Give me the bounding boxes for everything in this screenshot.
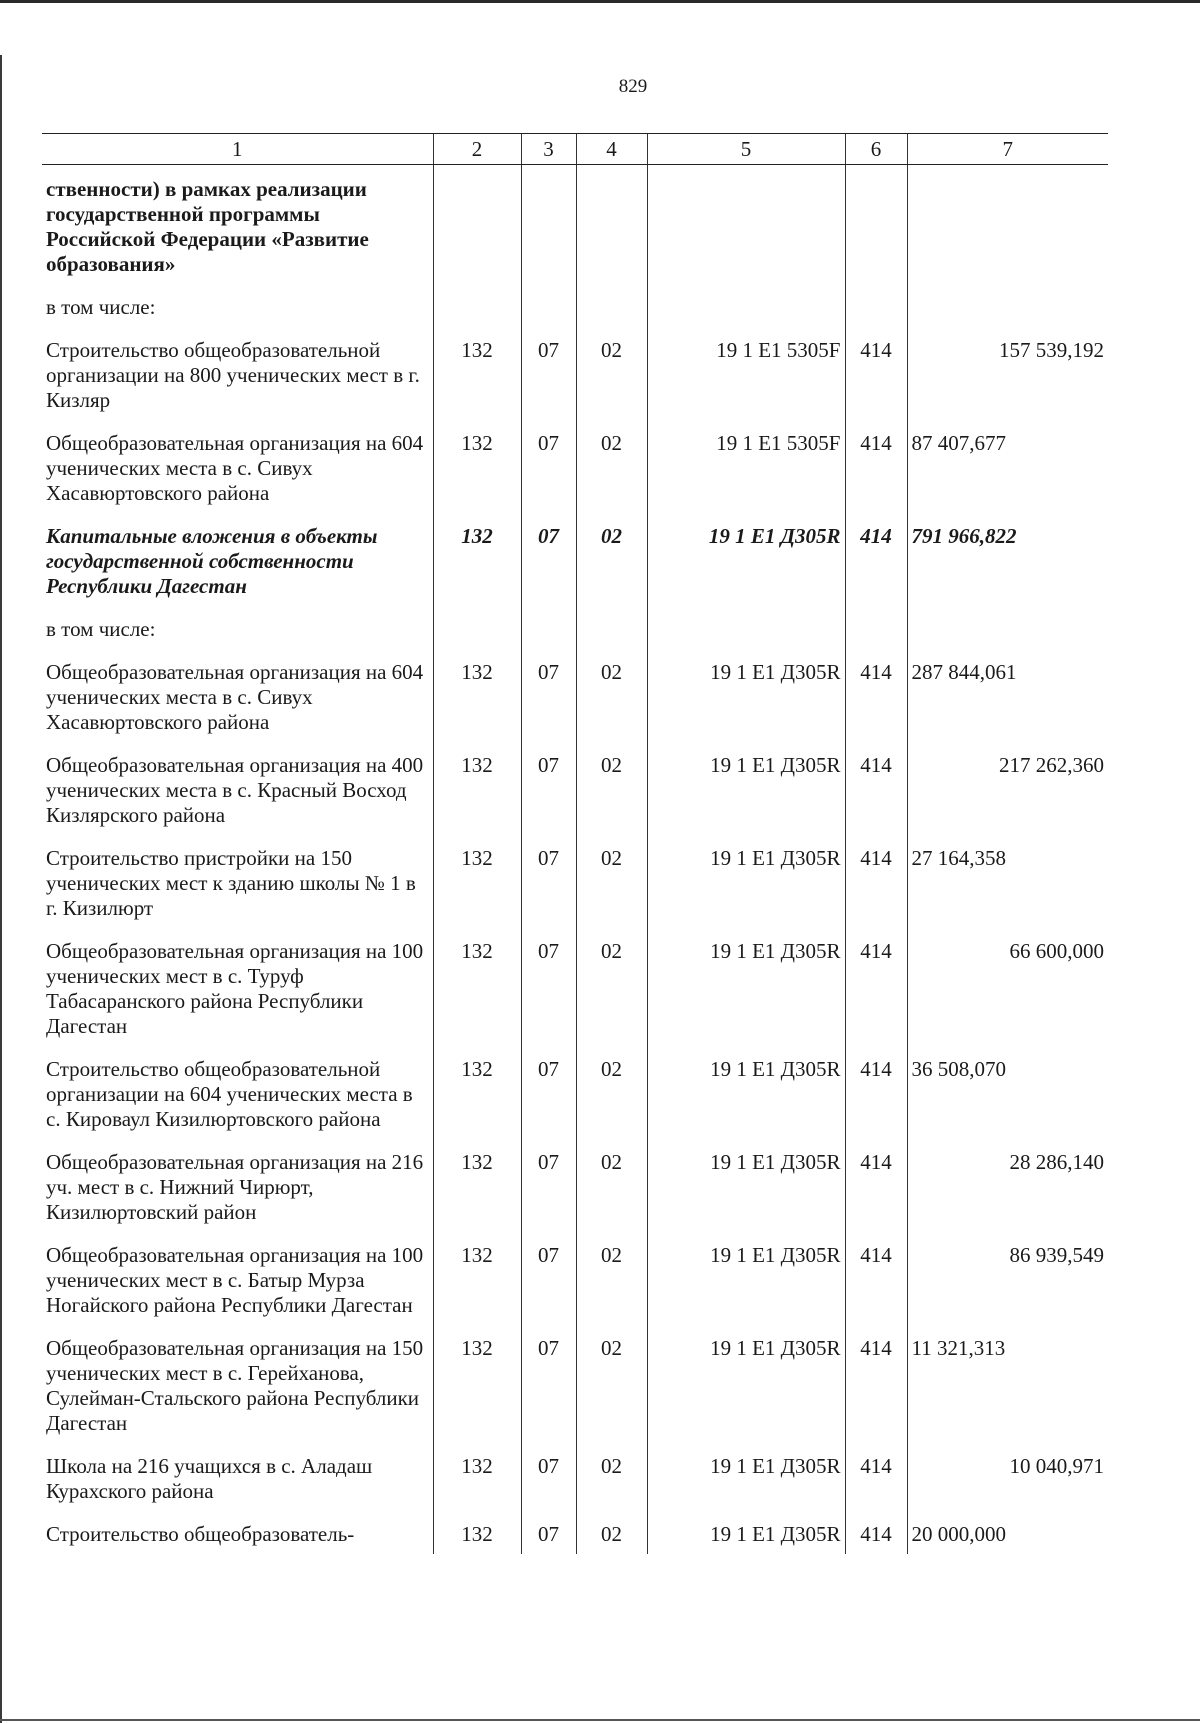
row-description: Школа на 216 учащихся в с. Аладаш Курахского района xyxy=(46,1454,373,1503)
row-chapter-code: 132 xyxy=(433,512,521,605)
row-expense-type-code xyxy=(845,165,907,284)
row-description: Строительство общеобразовательной организации на 604 ученических места в с. Кироваул Кизилюртовского района xyxy=(46,1057,413,1131)
table-row xyxy=(42,1442,1108,1510)
left-border-line xyxy=(0,55,2,1723)
row-section-code xyxy=(521,283,576,326)
row-amount xyxy=(907,605,1108,648)
row-description: Общеобразовательная организация на 604 ученических места в с. Сивух Хасавюртовского района xyxy=(46,431,424,505)
row-expense-type-code: 414 xyxy=(845,927,907,1045)
bottom-border-line xyxy=(0,1719,1200,1721)
row-subsection-code xyxy=(576,283,647,326)
row-expense-type-code: 414 xyxy=(845,1442,907,1510)
row-chapter-code: 132 xyxy=(433,648,521,741)
row-section-code: 07 xyxy=(521,512,576,605)
row-chapter-code: 132 xyxy=(433,326,521,419)
row-expense-type-code: 414 xyxy=(845,648,907,741)
row-description: Строительство пристройки на 150 ученических мест к зданию школы № 1 в г. Кизилюрт xyxy=(46,846,416,920)
row-description: Строительство общеобразователь- xyxy=(46,1522,355,1546)
row-subsection-code: 02 xyxy=(576,741,647,834)
row-chapter-code: 132 xyxy=(433,927,521,1045)
row-description: Строительство общеобразовательной организации на 800 ученических мест в г. Кизляр xyxy=(46,338,420,412)
row-expense-type-code: 414 xyxy=(845,1045,907,1138)
table-row xyxy=(42,326,1108,419)
row-target-article-code: 19 1 E1 Д305R xyxy=(647,1045,845,1138)
table-row xyxy=(42,741,1108,834)
table-row xyxy=(42,1138,1108,1231)
row-amount xyxy=(907,165,1108,284)
row-chapter-code: 132 xyxy=(433,1442,521,1510)
row-subsection-code: 02 xyxy=(576,834,647,927)
table-row xyxy=(42,283,1108,326)
row-section-code xyxy=(521,165,576,284)
row-chapter-code: 132 xyxy=(433,741,521,834)
table-row xyxy=(42,927,1108,1045)
row-expense-type-code: 414 xyxy=(845,1324,907,1442)
row-subsection-code: 02 xyxy=(576,648,647,741)
row-chapter-code xyxy=(433,605,521,648)
row-section-code: 07 xyxy=(521,1231,576,1324)
column-header: 5 xyxy=(647,134,845,165)
row-section-code: 07 xyxy=(521,648,576,741)
column-header: 4 xyxy=(576,134,647,165)
row-amount xyxy=(907,283,1108,326)
row-amount: 287 844,061 xyxy=(907,648,1108,741)
row-subsection-code: 02 xyxy=(576,1231,647,1324)
row-subsection-code: 02 xyxy=(576,512,647,605)
row-amount: 217 262,360 xyxy=(907,741,1108,834)
row-chapter-code: 132 xyxy=(433,834,521,927)
row-description: ственности) в рамках реализации государственной программы Российской Федерации «Развитие образования» xyxy=(46,177,369,276)
top-border-line xyxy=(0,0,1200,3)
row-chapter-code xyxy=(433,165,521,284)
row-subsection-code: 02 xyxy=(576,326,647,419)
row-subsection-code xyxy=(576,165,647,284)
row-description: Общеобразовательная организация на 150 ученических мест в с. Герейханова, Сулейман-Стальского района Республики Дагестан xyxy=(46,1336,424,1435)
row-subsection-code xyxy=(576,605,647,648)
row-subsection-code: 02 xyxy=(576,927,647,1045)
row-section-code: 07 xyxy=(521,1510,576,1554)
column-header: 1 xyxy=(42,134,433,165)
row-target-article-code: 19 1 E1 Д305R xyxy=(647,834,845,927)
row-subsection-code: 02 xyxy=(576,419,647,512)
table-row xyxy=(42,512,1108,605)
row-target-article-code: 19 1 E1 5305F xyxy=(647,326,845,419)
row-expense-type-code: 414 xyxy=(845,326,907,419)
row-section-code: 07 xyxy=(521,1324,576,1442)
row-target-article-code xyxy=(647,165,845,284)
row-target-article-code xyxy=(647,283,845,326)
table-row xyxy=(42,648,1108,741)
row-chapter-code: 132 xyxy=(433,1045,521,1138)
row-section-code: 07 xyxy=(521,741,576,834)
page-number: 829 xyxy=(618,76,648,97)
row-expense-type-code: 414 xyxy=(845,741,907,834)
row-target-article-code: 19 1 E1 5305F xyxy=(647,419,845,512)
row-target-article-code: 19 1 E1 Д305R xyxy=(647,512,845,605)
row-description: в том числе: xyxy=(46,295,156,319)
row-expense-type-code xyxy=(845,283,907,326)
row-section-code xyxy=(521,605,576,648)
table-row xyxy=(42,419,1108,512)
row-target-article-code: 19 1 E1 Д305R xyxy=(647,1442,845,1510)
row-chapter-code: 132 xyxy=(433,419,521,512)
row-expense-type-code xyxy=(845,605,907,648)
row-target-article-code: 19 1 E1 Д305R xyxy=(647,741,845,834)
table-header-row xyxy=(42,134,1108,165)
row-subsection-code: 02 xyxy=(576,1138,647,1231)
row-expense-type-code: 414 xyxy=(845,1138,907,1231)
column-header: 2 xyxy=(433,134,521,165)
row-section-code: 07 xyxy=(521,419,576,512)
row-description: Общеобразовательная организация на 216 уч. мест в с. Нижний Чирюрт, Кизилюртовский район xyxy=(46,1150,424,1224)
table-body xyxy=(42,165,1108,1555)
row-description: Общеобразовательная организация на 100 ученических мест в с. Батыр Мурза Ногайского района Республики Дагестан xyxy=(46,1243,424,1317)
row-target-article-code: 19 1 E1 Д305R xyxy=(647,927,845,1045)
row-chapter-code: 132 xyxy=(433,1510,521,1554)
row-expense-type-code: 414 xyxy=(845,419,907,512)
table-row xyxy=(42,605,1108,648)
row-amount: 66 600,000 xyxy=(907,927,1108,1045)
row-section-code: 07 xyxy=(521,1442,576,1510)
column-header: 7 xyxy=(907,134,1108,165)
row-target-article-code: 19 1 E1 Д305R xyxy=(647,1324,845,1442)
row-description: Общеобразовательная организация на 604 ученических места в с. Сивух Хасавюртовского района xyxy=(46,660,424,734)
table-row xyxy=(42,1510,1108,1554)
row-amount: 87 407,677 xyxy=(907,419,1108,512)
row-chapter-code: 132 xyxy=(433,1231,521,1324)
row-target-article-code: 19 1 E1 Д305R xyxy=(647,1138,845,1231)
row-expense-type-code: 414 xyxy=(845,1510,907,1554)
row-target-article-code: 19 1 E1 Д305R xyxy=(647,1231,845,1324)
row-subsection-code: 02 xyxy=(576,1510,647,1554)
column-header: 3 xyxy=(521,134,576,165)
row-amount: 157 539,192 xyxy=(907,326,1108,419)
row-amount: 791 966,822 xyxy=(907,512,1108,605)
row-subsection-code: 02 xyxy=(576,1442,647,1510)
row-amount: 27 164,358 xyxy=(907,834,1108,927)
row-amount: 11 321,313 xyxy=(907,1324,1108,1442)
row-description: Капитальные вложения в объекты государственной собственности Республики Дагестан xyxy=(46,524,378,598)
table-row xyxy=(42,165,1108,284)
row-subsection-code: 02 xyxy=(576,1324,647,1442)
column-header: 6 xyxy=(845,134,907,165)
row-expense-type-code: 414 xyxy=(845,1231,907,1324)
row-section-code: 07 xyxy=(521,927,576,1045)
row-section-code: 07 xyxy=(521,1045,576,1138)
table-row xyxy=(42,1324,1108,1442)
table-row xyxy=(42,834,1108,927)
row-amount: 36 508,070 xyxy=(907,1045,1108,1138)
row-expense-type-code: 414 xyxy=(845,834,907,927)
row-amount: 10 040,971 xyxy=(907,1442,1108,1510)
row-section-code: 07 xyxy=(521,326,576,419)
row-target-article-code: 19 1 E1 Д305R xyxy=(647,1510,845,1554)
row-chapter-code: 132 xyxy=(433,1138,521,1231)
row-subsection-code: 02 xyxy=(576,1045,647,1138)
row-chapter-code: 132 xyxy=(433,1324,521,1442)
row-target-article-code xyxy=(647,605,845,648)
row-amount: 20 000,000 xyxy=(907,1510,1108,1554)
row-description: в том числе: xyxy=(46,617,156,641)
row-amount: 86 939,549 xyxy=(907,1231,1108,1324)
row-target-article-code: 19 1 E1 Д305R xyxy=(647,648,845,741)
row-section-code: 07 xyxy=(521,834,576,927)
row-chapter-code xyxy=(433,283,521,326)
budget-table xyxy=(42,133,1108,1554)
row-description: Общеобразовательная организация на 400 ученических места в с. Красный Восход Кизлярского района xyxy=(46,753,424,827)
table-row xyxy=(42,1231,1108,1324)
row-expense-type-code: 414 xyxy=(845,512,907,605)
row-section-code: 07 xyxy=(521,1138,576,1231)
table-row xyxy=(42,1045,1108,1138)
row-description: Общеобразовательная организация на 100 ученических мест в с. Туруф Табасаранского района Республики Дагестан xyxy=(46,939,424,1038)
row-amount: 28 286,140 xyxy=(907,1138,1108,1231)
